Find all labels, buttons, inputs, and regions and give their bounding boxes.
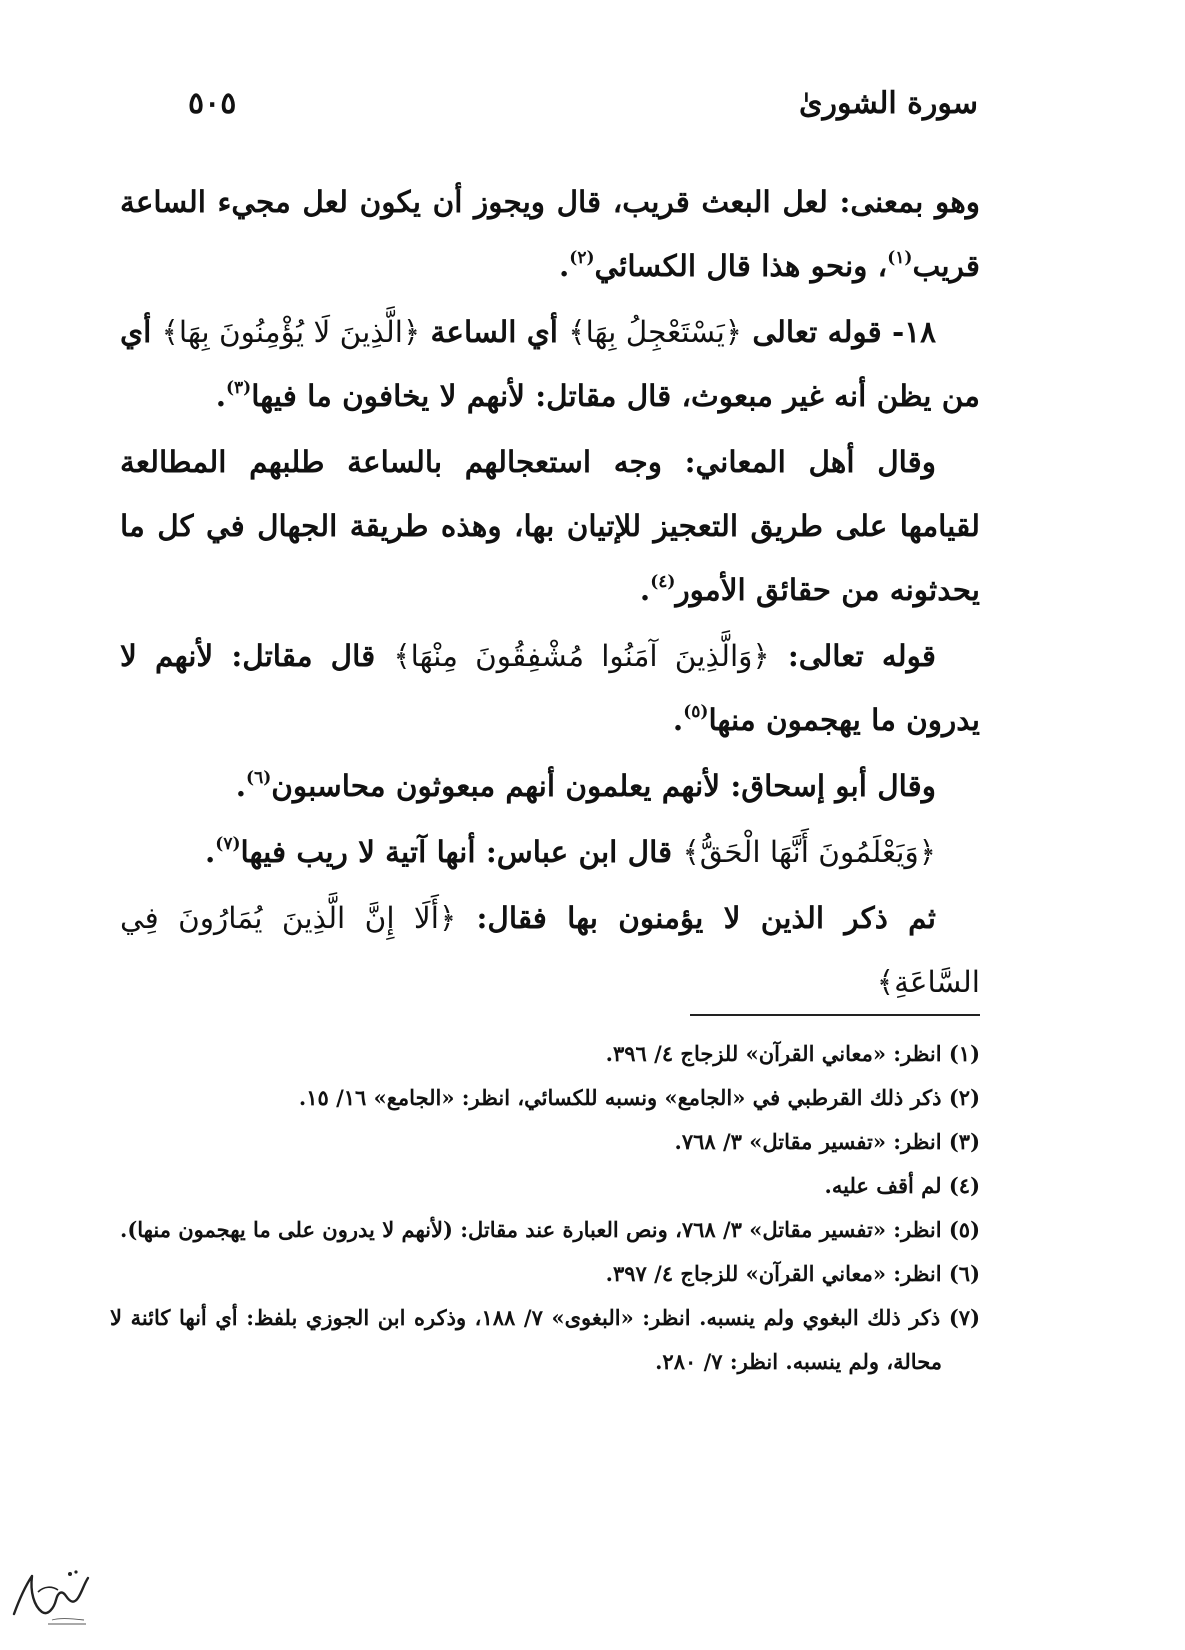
library-stamp-logo (8, 1562, 94, 1630)
paragraph-2 (120, 300, 980, 428)
text-segment: قوله تعالى: (769, 638, 936, 673)
text-segment: أي الساعة (420, 314, 569, 349)
text-segment: قريب (912, 248, 980, 283)
quran-quote: ﴿الَّذِينَ لَا يُؤْمِنُونَ بِهَا﴾ (161, 315, 421, 349)
footnote-ref-7[interactable]: (٧) (215, 834, 241, 854)
period: . (215, 378, 226, 413)
page-header (188, 82, 978, 132)
text-segment: وقال أهل المعاني: وجه استعجالهم بالساعة طلبهم المطالعة لقيامها على طريق التعجيز للإتيان بها، وهذه طريقة الجهال في كل ما يحدثونه من حقائق الأمور (120, 444, 980, 607)
footnote-ref-2[interactable]: (٢) (569, 248, 595, 268)
quran-quote: ﴿وَيَعْلَمُونَ أَنَّهَا الْحَقُّ﴾ (682, 835, 936, 869)
text-segment: ثم ذكر الذين لا يؤمنون بها فقال: (456, 900, 936, 935)
period: . (639, 572, 651, 607)
quran-quote: ﴿أَلَا إِنَّ الَّذِينَ يُمَارُونَ فِي السَّاعَةِ﴾ (120, 901, 980, 999)
text-segment: وقال أبو إسحاق: لأنهم يعلمون أنهم مبعوثون محاسبون (271, 768, 936, 803)
footnote-3: (٣) انظر: «تفسير مقاتل» ٣/ ٧٦٨. (674, 1129, 980, 1154)
footnote-6: (٦) انظر: «معاني القرآن» للزجاج ٤/ ٣٩٧. (605, 1261, 980, 1286)
footnote-4: (٤) لم أقف عليه. (824, 1173, 980, 1198)
quran-quote: ﴿يَسْتَعْجِلُ بِهَا﴾ (568, 315, 743, 349)
period: . (235, 768, 247, 803)
period: . (559, 248, 570, 283)
text-segment: قال ابن عباس: أنها آتية لا ريب فيها (240, 834, 683, 869)
chapter-title: سورة الشورىٰ (799, 86, 978, 121)
paragraph-5 (120, 754, 980, 818)
footnote-ref-5[interactable]: (٥) (683, 702, 709, 722)
footnote-5: (٥) انظر: «تفسير مقاتل» ٣/ ٧٦٨، ونص العبارة عند مقاتل: (لأنهم لا يدرون على ما يهجمون منها). (120, 1217, 980, 1242)
footnotes (110, 1032, 980, 1384)
calligraphy-stamp-icon (8, 1562, 94, 1630)
period: . (672, 702, 684, 737)
text-segment: أي من يظن أنه غير مبعوث، قال مقاتل: لأنهم لا يخافون ما فيها (119, 314, 980, 413)
page-number: ٥٠٥ (188, 86, 237, 121)
paragraph-1 (120, 170, 980, 298)
footnote-ref-1[interactable]: (١) (887, 248, 913, 268)
paragraph-6 (120, 820, 980, 884)
footnote-ref-3[interactable]: (٣) (225, 378, 252, 398)
footnote-2: (٢) ذكر ذلك القرطبي في «الجامع» ونسبه للكسائي، انظر: «الجامع» ١٦/ ١٥. (298, 1085, 980, 1110)
text-segment: قال مقاتل: لأنهم لا يدرون ما يهجمون منها (120, 638, 980, 737)
footnote-divider (690, 1014, 980, 1016)
footnote-ref-4[interactable]: (٤) (650, 572, 676, 592)
text-segment: وهو بمعنى: لعل البعث قريب، قال ويجوز أن يكون لعل مجيء الساعة (120, 184, 980, 219)
footnote-ref-6[interactable]: (٦) (246, 768, 272, 788)
paragraph-3 (120, 430, 980, 622)
footnote-7: (٧) ذكر ذلك البغوي ولم ينسبه. انظر: «البغوى» ٧/ ١٨٨، وذكره ابن الجوزي بلفظ: أي أنها كائنة لا محالة، ولم ينسبه. انظر: ٧/ ٢٨٠. (110, 1305, 980, 1374)
text-segment: ١٨- قوله تعالى (742, 314, 936, 349)
main-text (120, 170, 980, 1016)
quran-quote: ﴿وَالَّذِينَ آمَنُوا مُشْفِقُونَ مِنْهَا﴾ (393, 639, 770, 673)
period: . (205, 834, 216, 869)
paragraph-7 (120, 886, 980, 1014)
text-segment: ، ونحو هذا قال الكسائي (594, 248, 888, 283)
footnote-1: (١) انظر: «معاني القرآن» للزجاج ٤/ ٣٩٦. (605, 1041, 980, 1066)
paragraph-4 (120, 624, 980, 752)
